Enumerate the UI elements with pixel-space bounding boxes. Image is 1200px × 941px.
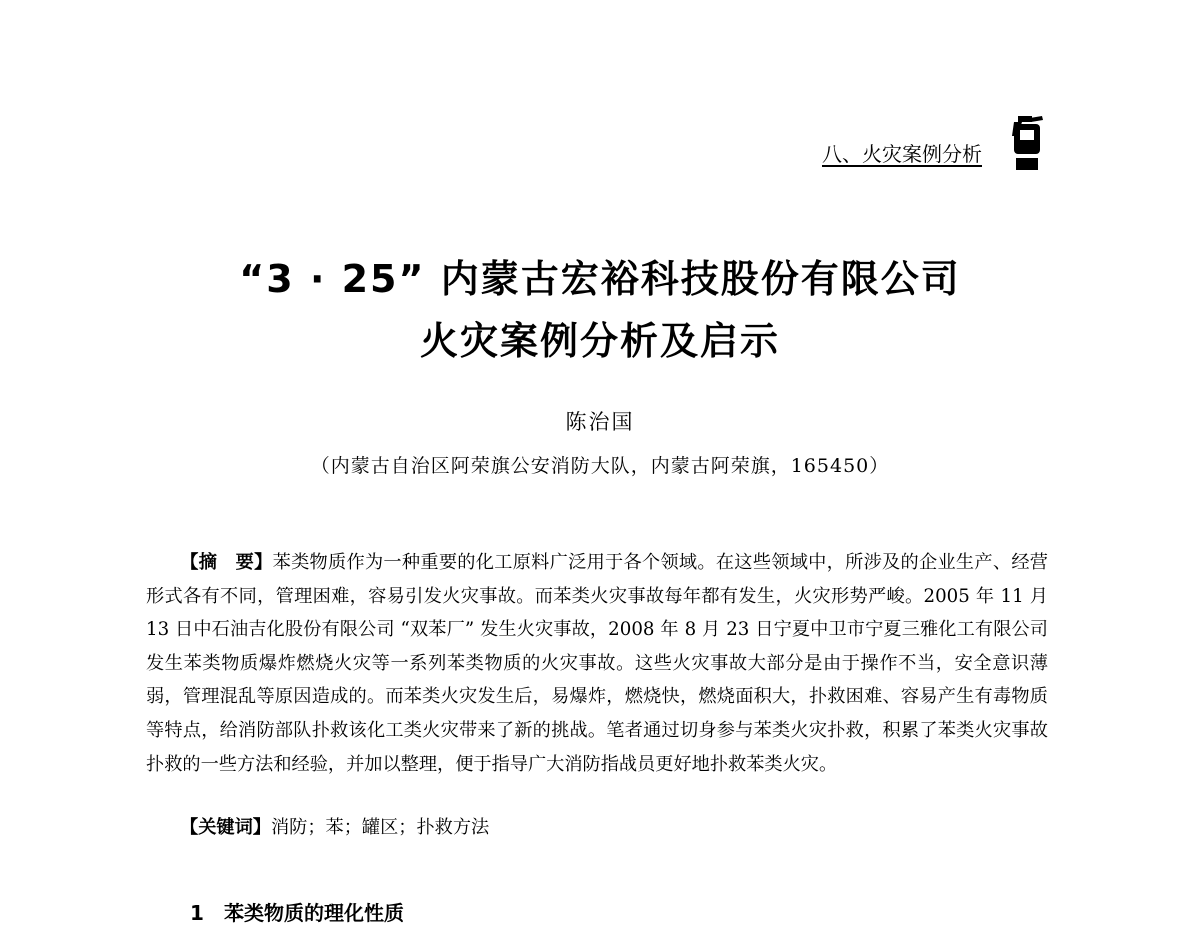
author-name: 陈治国 <box>565 410 635 434</box>
fire-extinguisher-icon <box>1010 114 1046 172</box>
paper-title-line-2: 火灾案例分析及启示 <box>419 319 780 363</box>
keywords <box>180 813 489 839</box>
running-section-header: 八、火灾案例分析 <box>822 142 982 166</box>
section-number: 1 <box>190 901 204 925</box>
section-heading <box>190 897 404 926</box>
keywords-label: 【关键词】 <box>180 817 271 838</box>
abstract-text: 苯类物质作为一种重要的化工原料广泛用于各个领域。在这些领域中，所涉及的企业生产、经营形式各有不同，管理困难，容易引发火灾事故。而苯类火灾事故每年都有发生，火灾形势严峻。2005 年 11 月 13 日中石油吉化股份有限公司 “双苯厂” 发生火灾事故，2008 年 8 月 23 日宁夏中卫市宁夏三雅化工有限公司发生苯类物质爆炸燃烧火灾等一系列苯类物质的火灾事故。这些火灾事故大部分是由于操作不当，安全意识薄弱，管理混乱等原因造成的。而苯类火灾发生后，易爆炸，燃烧快，燃烧面积大，扑救困难、容易产生有毒物质等特点，给消防部队扑救该化工类火灾带来了新的挑战。笔者通过切身参与苯类火灾扑救，积累了苯类火灾事故扑救的一些方法和经验，并加以整理，便于指导广大消防指战员更好地扑救苯类火灾。 <box>146 552 1048 775</box>
author-affiliation: （内蒙古自治区阿荣旗公安消防大队，内蒙古阿荣旗，165450） <box>310 455 890 477</box>
section-title: 苯类物质的理化性质 <box>224 901 404 925</box>
abstract <box>146 546 1048 781</box>
keywords-text: 消防；苯；罐区；扑救方法 <box>270 817 490 838</box>
paper-title-line-1: “3 · 25” 内蒙古宏裕科技股份有限公司 <box>239 257 961 301</box>
abstract-label: 【摘 要】 <box>180 552 273 573</box>
